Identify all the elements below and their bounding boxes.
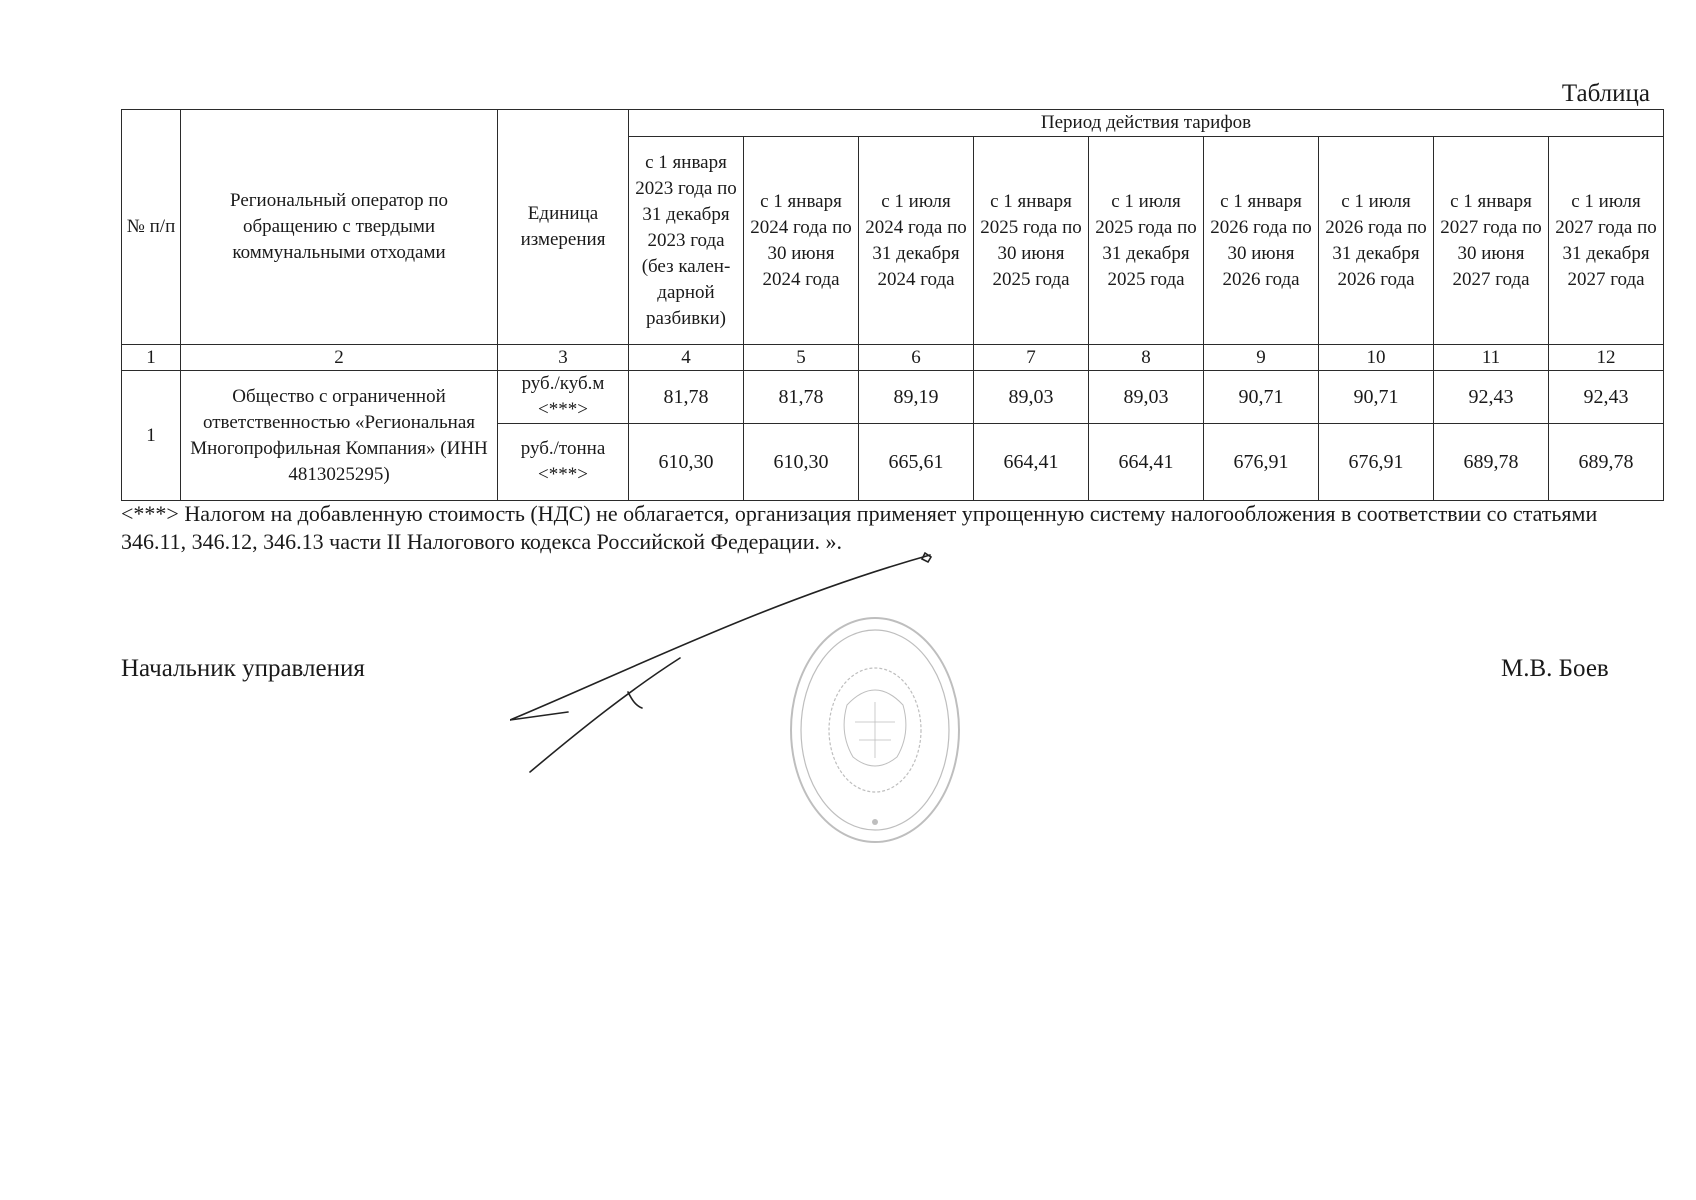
table-row (122, 371, 1664, 424)
tariff-value: 689,78 (1434, 424, 1549, 501)
row-operator: Общество с ограниченной ответственностью «Региональная Многопрофильная Компания» (ИНН 4813025295) (181, 371, 498, 501)
tariff-value: 610,30 (629, 424, 744, 501)
column-number: 2 (181, 345, 498, 371)
header-period-date: с 1 января 2027 года по 30 июня 2027 года (1434, 137, 1549, 345)
header-period-date: с 1 января 2026 года по 30 июня 2026 года (1204, 137, 1319, 345)
column-number: 10 (1319, 345, 1434, 371)
column-number: 7 (974, 345, 1089, 371)
tariff-value: 89,19 (859, 371, 974, 424)
tariff-value: 665,61 (859, 424, 974, 501)
column-number: 3 (498, 345, 629, 371)
tariff-value: 81,78 (744, 371, 859, 424)
footnote: <***> Налогом на добавленную стоимость (НДС) не облагается, организация применяет упрощенную систему налогообложения в соответствии со статьями 346.11, 346.12, 346.13 части II Налогового кодекса Российской Федерации. ». (121, 501, 1598, 554)
tariff-value: 689,78 (1549, 424, 1664, 501)
header-period-date: с 1 января 2025 года по 30 июня 2025 года (974, 137, 1089, 345)
signer-position: Начальник управления (121, 655, 365, 682)
tariff-value: 664,41 (974, 424, 1089, 501)
signer-name: М.В. Боев (1501, 655, 1609, 682)
header-period-date: с 1 июля 2025 года по 31 декабря 2025 года (1089, 137, 1204, 345)
column-number: 5 (744, 345, 859, 371)
column-number: 4 (629, 345, 744, 371)
column-number: 8 (1089, 345, 1204, 371)
header-period-date: с 1 января 2023 года по 31 декабря 2023 года (без кален-дарной разбивки) (629, 137, 744, 345)
column-number: 11 (1434, 345, 1549, 371)
tariff-value: 89,03 (974, 371, 1089, 424)
handwritten-signature (510, 540, 950, 800)
row-unit: руб./куб.м <***> (498, 371, 629, 424)
column-number: 9 (1204, 345, 1319, 371)
tariff-value: 610,30 (744, 424, 859, 501)
column-number: 1 (122, 345, 181, 371)
header-period-date: с 1 января 2024 года по 30 июня 2024 года (744, 137, 859, 345)
tariff-value: 89,03 (1089, 371, 1204, 424)
table-caption: Таблица (1561, 80, 1650, 107)
tariff-table (121, 109, 1664, 501)
tariff-value: 81,78 (629, 371, 744, 424)
tariff-value: 90,71 (1319, 371, 1434, 424)
header-period: Период действия тарифов (629, 110, 1664, 137)
tariff-value: 676,91 (1319, 424, 1434, 501)
header-period-date: с 1 июля 2024 года по 31 декабря 2024 года (859, 137, 974, 345)
column-number: 12 (1549, 345, 1664, 371)
column-number: 6 (859, 345, 974, 371)
tariff-value: 92,43 (1434, 371, 1549, 424)
header-operator: Региональный оператор по обращению с твердыми коммунальными отходами (181, 110, 498, 345)
tariff-value: 664,41 (1089, 424, 1204, 501)
row-num: 1 (122, 371, 181, 501)
header-period-date: с 1 июля 2026 года по 31 декабря 2026 года (1319, 137, 1434, 345)
header-unit: Единица измерения (498, 110, 629, 345)
tariff-value: 676,91 (1204, 424, 1319, 501)
tariff-value: 90,71 (1204, 371, 1319, 424)
tariff-value: 92,43 (1549, 371, 1664, 424)
header-period-date: с 1 июля 2027 года по 31 декабря 2027 года (1549, 137, 1664, 345)
row-unit: руб./тонна <***> (498, 424, 629, 501)
header-num: № п/п (122, 110, 181, 345)
